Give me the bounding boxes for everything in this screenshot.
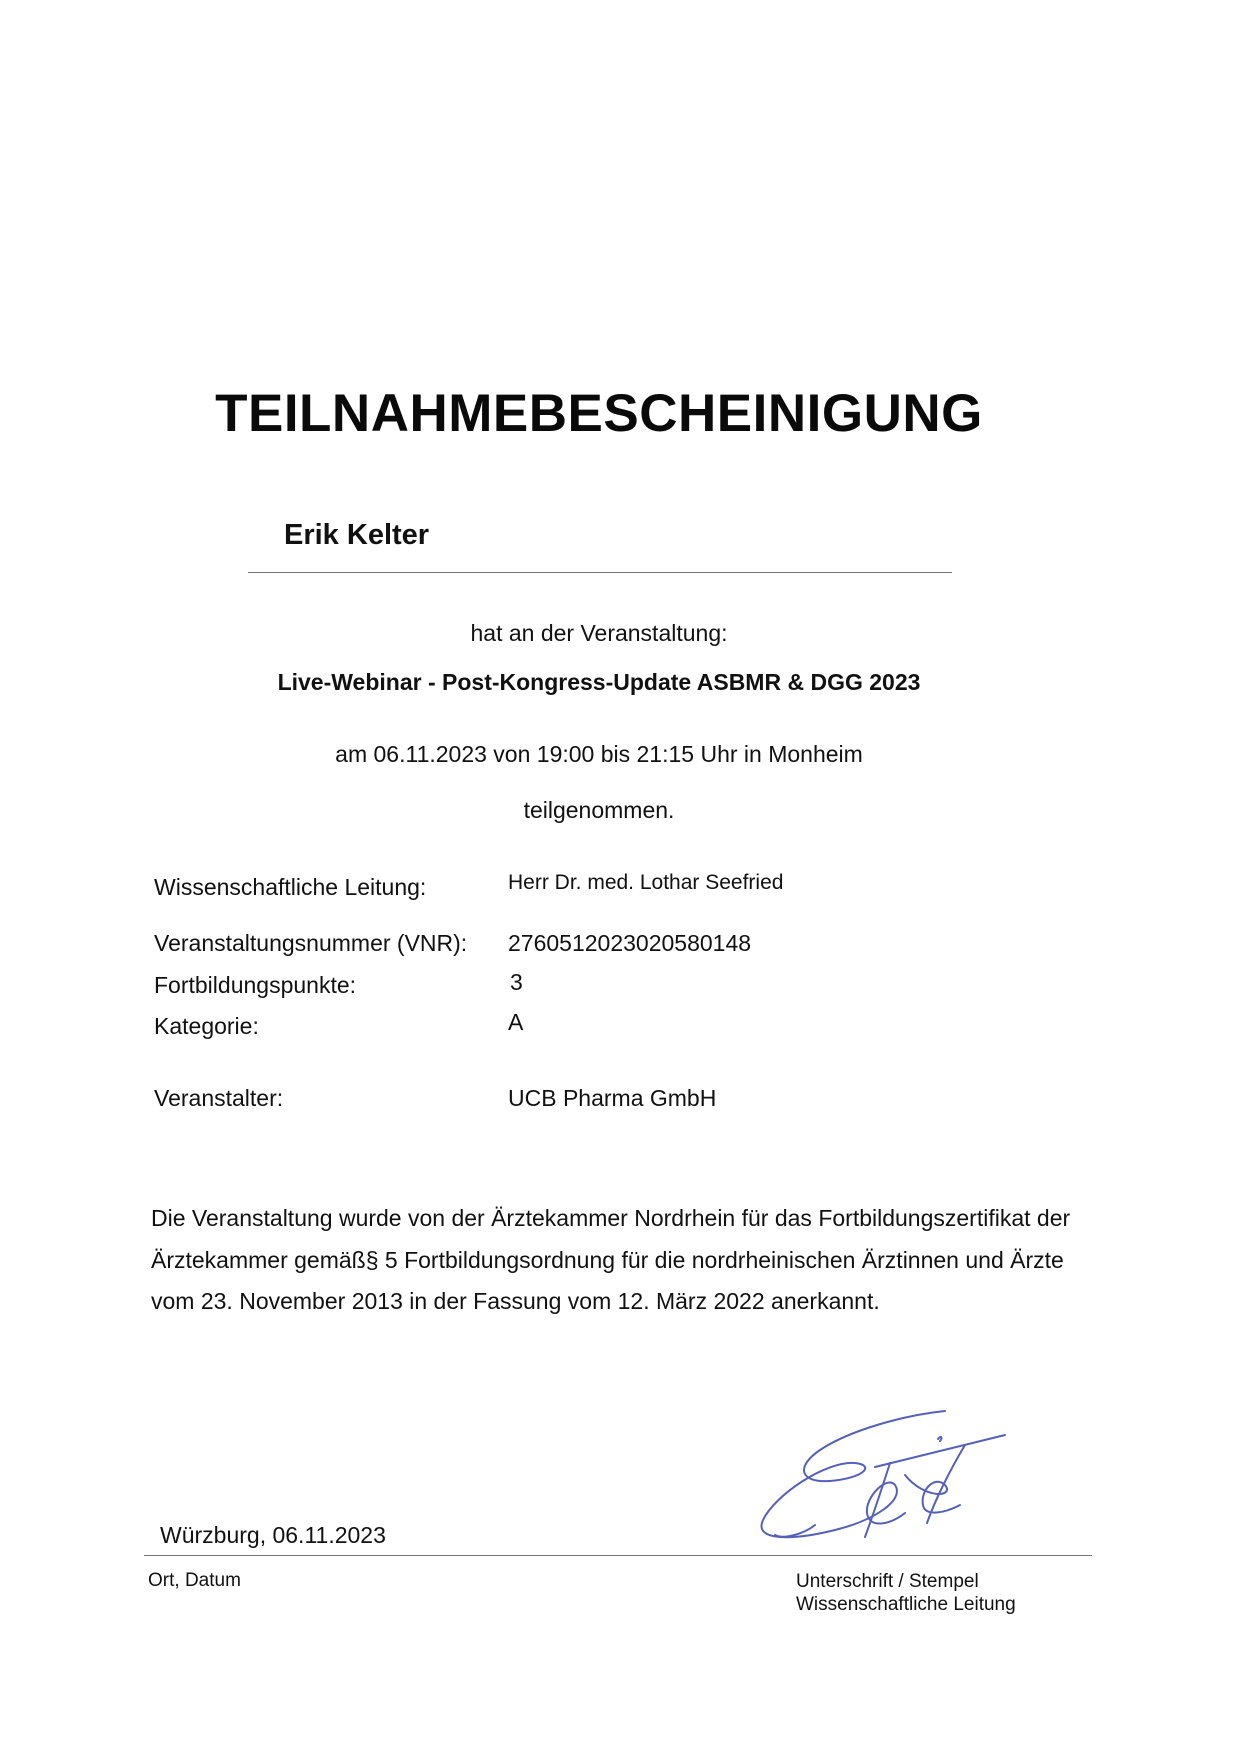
- cme-points-label: Fortbildungspunkte:: [154, 972, 357, 998]
- accreditation-statement: Die Veranstaltung wurde von der Ärztekammer Nordrhein für das Fortbildungszertifikat der Ärztekammer gemäß§ 5 Fortbildungsordnung für die nordrheinischen Ärztinnen und Ärzte vom 23. November 2013 in der Fassung vom 12. März 2022 anerkannt.: [151, 1205, 1071, 1314]
- organizer-label: Veranstalter:: [154, 1085, 284, 1111]
- name-underline: [248, 572, 952, 573]
- event-number-value: 2760512023020580148: [508, 930, 752, 956]
- scientific-lead-value: Herr Dr. med. Lothar Seefried: [508, 871, 784, 894]
- place-date-label: Ort, Datum: [148, 1570, 241, 1591]
- scientific-lead-label: Wissenschaftliche Leitung:: [154, 874, 427, 900]
- organizer-value: UCB Pharma GmbH: [508, 1085, 717, 1111]
- participant-name: Erik Kelter: [284, 519, 430, 551]
- category-label: Kategorie:: [154, 1013, 259, 1039]
- signature-caption-line1: Unterschrift / Stempel: [796, 1571, 979, 1592]
- event-intro-text: hat an der Veranstaltung:: [470, 620, 728, 646]
- place-date-value: Würzburg, 06.11.2023: [160, 1522, 386, 1548]
- event-title: Live-Webinar - Post-Kongress-Update ASBMR & DGG 2023: [277, 669, 921, 695]
- cme-points-value: 3: [510, 969, 523, 995]
- certificate-title: TEILNAHMEBESCHEINIGUNG: [215, 384, 983, 443]
- handwritten-signature: [755, 1405, 1020, 1550]
- signature-caption-line2: Wissenschaftliche Leitung: [796, 1594, 1016, 1615]
- category-value: A: [508, 1009, 524, 1035]
- participation-confirmation: teilgenommen.: [523, 797, 675, 823]
- signature-caption: [796, 1570, 1096, 1616]
- signature-line: [144, 1555, 1092, 1556]
- event-number-label: Veranstaltungsnummer (VNR):: [154, 930, 468, 956]
- event-date-time-location: am 06.11.2023 von 19:00 bis 21:15 Uhr in Monheim: [335, 741, 863, 767]
